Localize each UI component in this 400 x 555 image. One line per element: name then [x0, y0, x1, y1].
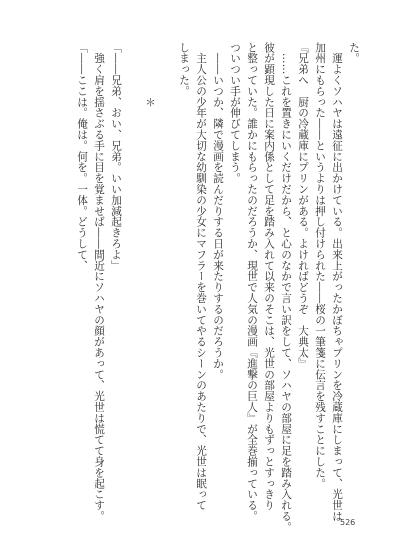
- text-column: 「――兄弟、おい、兄弟。いい加減起きろよ」: [110, 42, 122, 271]
- text-column: ついつい手が伸びてしまう。: [229, 42, 241, 184]
- text-column: 強く肩を揺さぶる手に目を覚ませば――間近にソハヤの顔があって、光世は慌てて身を起こす。: [93, 42, 105, 522]
- text-column: しまった。: [178, 42, 190, 97]
- text-column: 彼が顕現した日に案内係として足を踏み入れて以来のそこは、光世の部屋よりもずっとすっきり: [263, 42, 275, 511]
- text-column: 加州にもらった――というよりは押し付けられた――桜の一筆箋に伝言を残すことにした。: [314, 42, 326, 489]
- text-column: ――いつか、隣で漫画を読んだりする日が来たりするのだろうか。: [212, 42, 224, 380]
- page-number: 526: [340, 518, 356, 527]
- text-column: 「――ここは。俺は。何を。一体。どうして、: [76, 42, 88, 271]
- text-column: 『兄弟へ 厨の冷蔵庫にプリンがある。よければどうぞ 大典太』: [297, 42, 309, 369]
- text-column: 主人公の少年が大切な幼馴染の少女にマフラーを巻いてやるシーンのあたりで、光世は眠って: [195, 42, 207, 511]
- text-column: た。: [348, 42, 360, 64]
- text-column: ……これを置きにいくだけだから、と心のなかで言い訳をして、ソハヤの部屋に足を踏み入れる。: [280, 42, 292, 533]
- text-column: 運よくソハヤは遠征に出かけている。出来上がったかぼちゃプリンを冷蔵庫にしまって、光世は: [331, 42, 343, 522]
- text-column: と整っていた。誰かにもらったのだろうか、現世で人気の漫画『進撃の巨人』が全巻揃っている。: [246, 42, 258, 522]
- section-break-asterisk: ＊: [144, 42, 156, 108]
